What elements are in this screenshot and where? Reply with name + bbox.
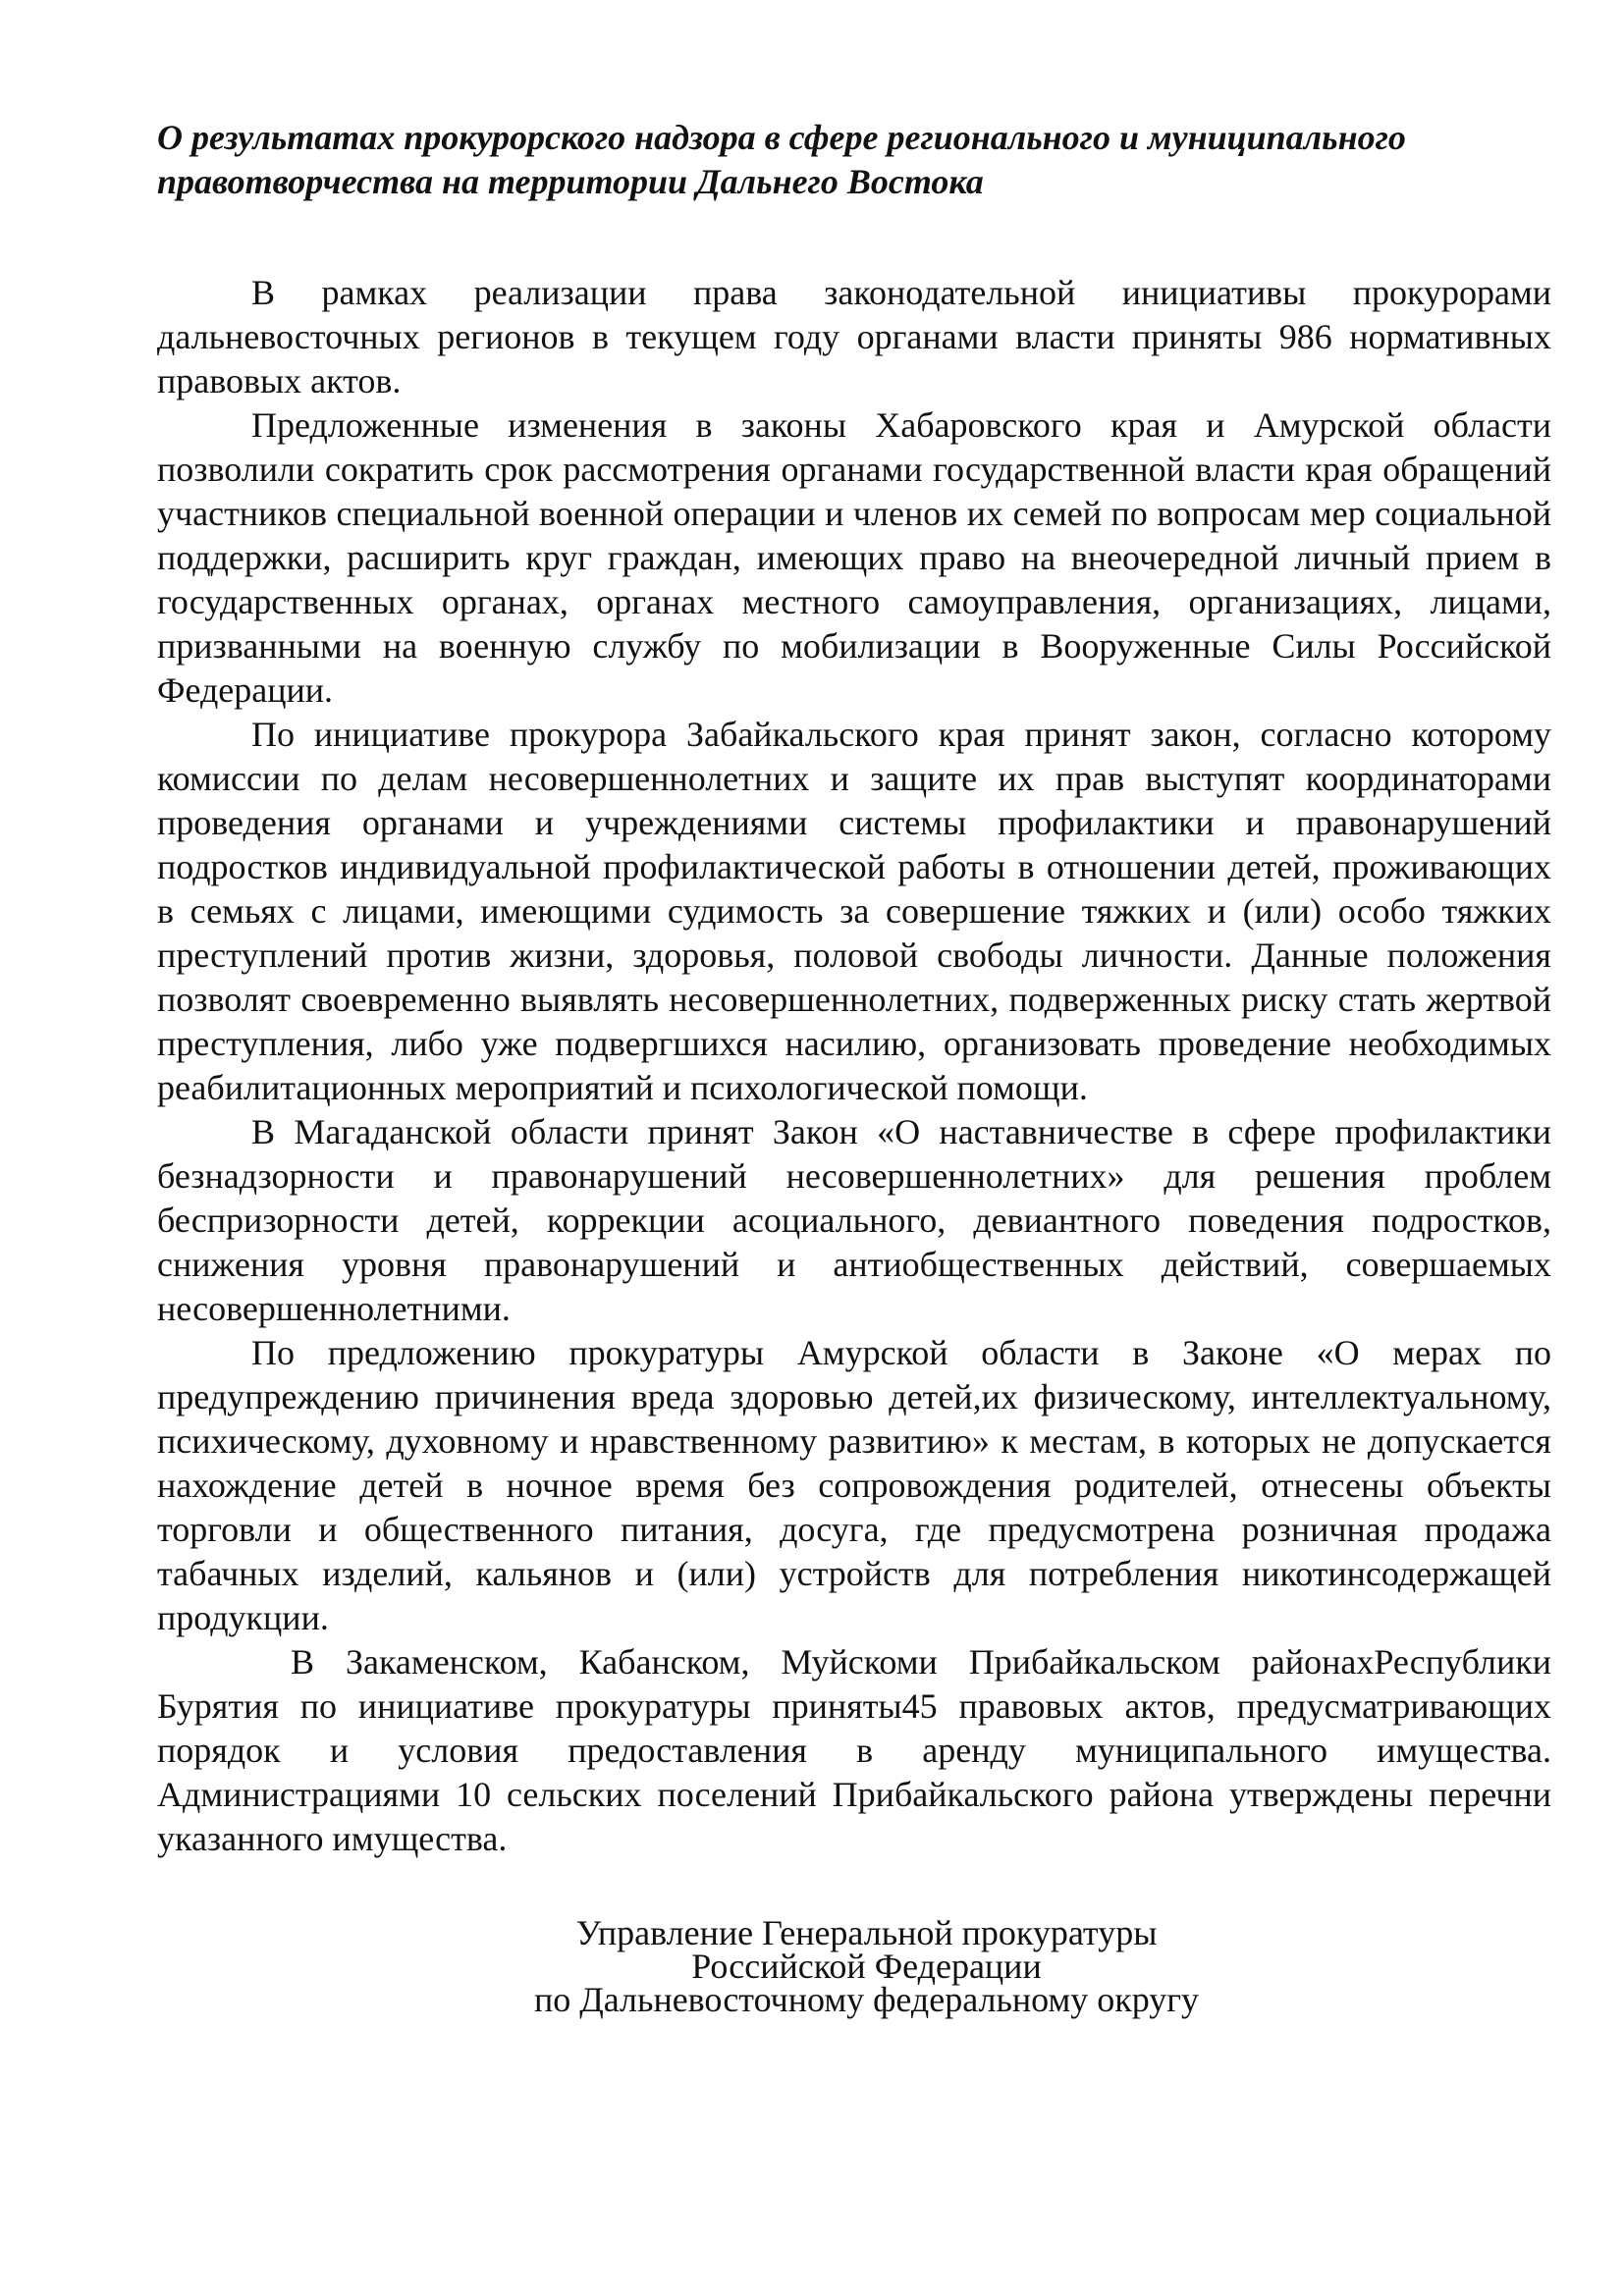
document-page bbox=[157, 116, 1551, 2019]
signature-block bbox=[157, 1913, 1551, 2019]
document-title: О результатах прокурорского надзора в сфере регионального и муниципального правотворчества на территории Дальнего Востока bbox=[157, 118, 1406, 201]
paragraph-1: В рамках реализации права законодательной инициативы прокурорами дальневосточных регионов в текущем году органами власти приняты 986 нормативных правовых актов. bbox=[157, 273, 1551, 400]
signature-line-3: по Дальневосточному федеральному округу bbox=[533, 1980, 1200, 2019]
signature-line-1: Управление Генеральной прокуратуры bbox=[575, 1913, 1158, 1952]
signature-line-2: Российской Федерации bbox=[691, 1947, 1042, 1986]
paragraph-6: В Закаменском, Кабанском, Муйскоми Прибайкальском районахРеспублики Бурятия по инициативе прокуратуры приняты45 правовых актов, предусматривающих порядок и условия предоставления в аренду муниципального имущества. Администрациями 10 сельских поселений Прибайкальского района утверждены перечни указанного имущества. bbox=[157, 1642, 1551, 1858]
paragraph-4: В Магаданской области принят Закон «О наставничестве в сфере профилактики безнадзорности и правонарушений несовершеннолетних» для решения проблем беспризорности детей, коррекции асоциального, девиантного поведения подростков, снижения уровня правонарушений и антиобщественных действий, совершаемых несовершеннолетними. bbox=[157, 1112, 1551, 1328]
paragraph-3: По инициативе прокурора Забайкальского края принят закон, согласно которому комиссии по делам несовершеннолетних и защите их прав выступят координаторами проведения органами и учреждениями системы профилактики и правонарушений подростков индивидуальной профилактической работы в отношении детей, проживающих в семьях с лицами, имеющими судимость за совершение тяжких и (или) особо тяжких преступлений против жизни, здоровья, половой свободы личности. Данные положения позволят своевременно выявлять несовершеннолетних, подверженных риску стать жертвой преступления, либо уже подвергшихся насилию, организовать проведение необходимых реабилитационных мероприятий и психологической помощи. bbox=[157, 715, 1551, 1107]
document-body bbox=[157, 271, 1551, 1861]
paragraph-5: По предложению прокуратуры Амурской области в Законе «О мерах по предупреждению причинения вреда здоровью детей,их физическому, интеллектуальному, психическому, духовному и нравственному развитию» к местам, в которых не допускается нахождение детей в ночное время без сопровождения родителей, отнесены объекты торговли и общественного питания, досуга, где предусмотрена розничная продажа табачных изделий, кальянов и (или) устройств для потребления никотинсодержащей продукции. bbox=[157, 1333, 1551, 1637]
paragraph-2: Предложенные изменения в законы Хабаровского края и Амурской области позволили сократить срок рассмотрения органами государственной власти края обращений участников специальной военной операции и членов их семей по вопросам мер социальной поддержки, расширить круг граждан, имеющих право на внеочередной личный прием в государственных органах, органах местного самоуправления, организациях, лицами, призванными на военную службу по мобилизации в Вооруженные Силы Российской Федерации. bbox=[157, 405, 1551, 710]
